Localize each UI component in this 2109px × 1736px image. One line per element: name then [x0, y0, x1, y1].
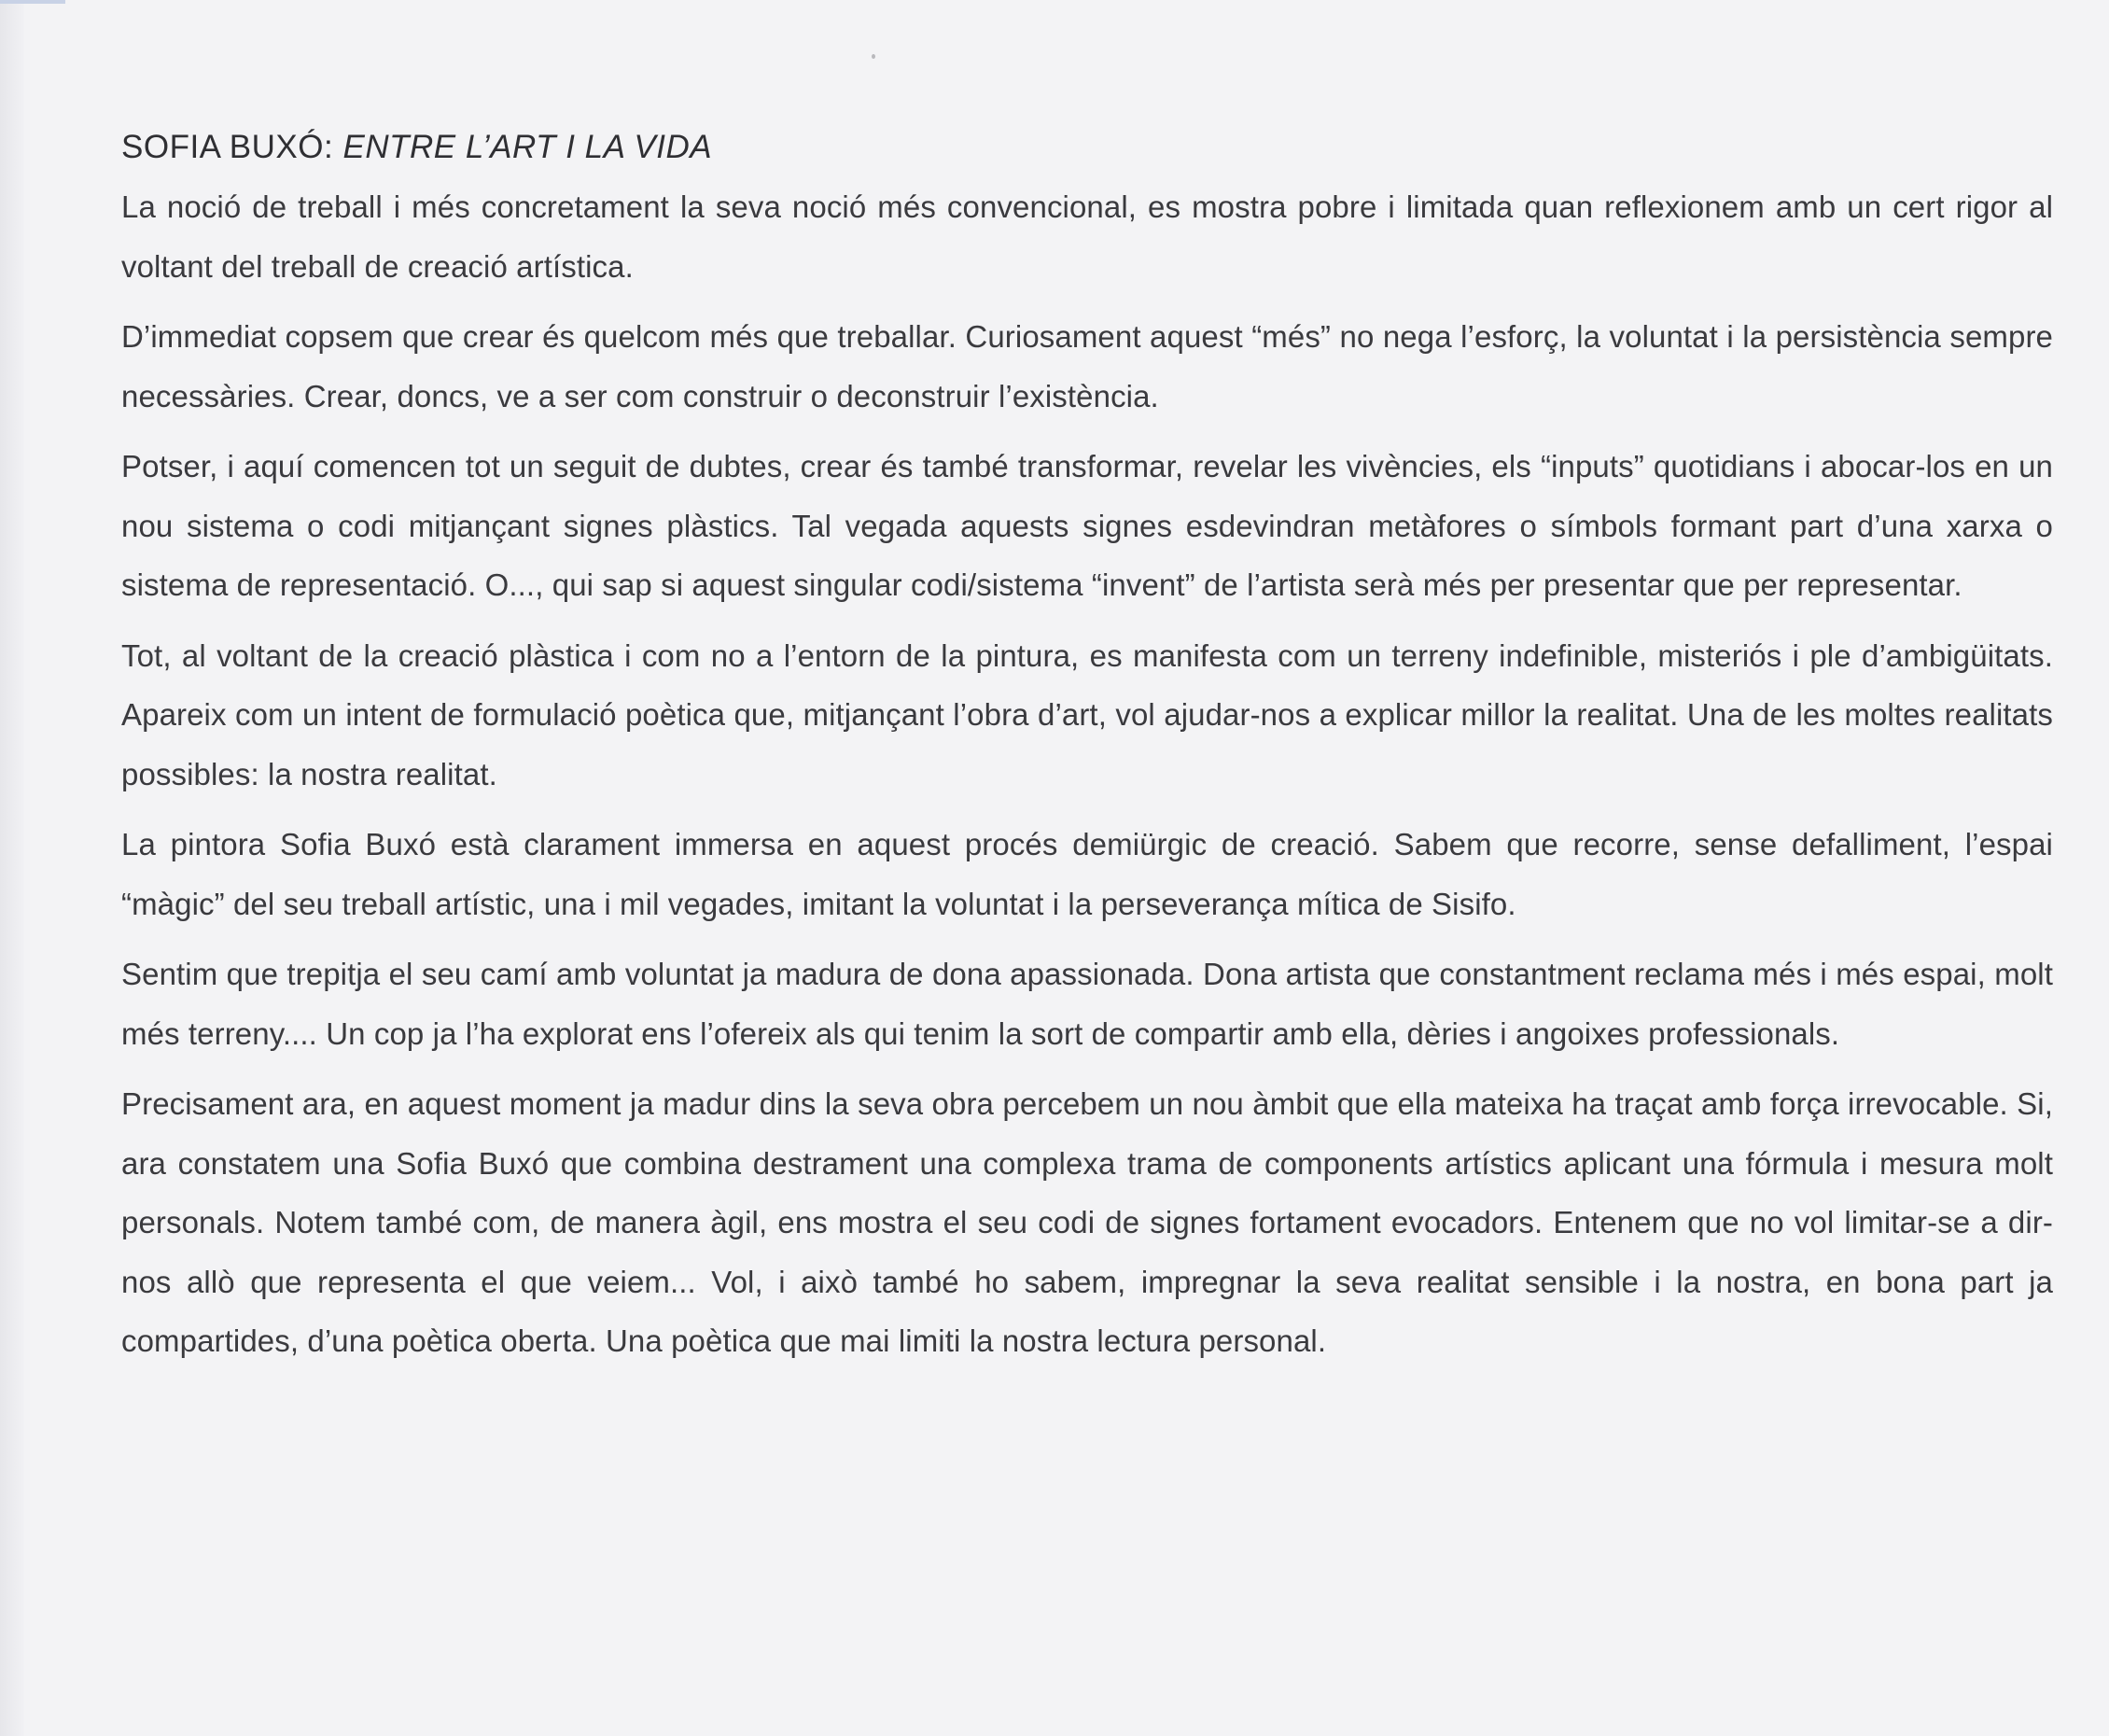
paragraph-1: La noció de treball i més concretament la seva noció més convencional, es mostra pobre i limitada quan reflexionem amb un cert rigor al voltant del treball de creació artística. — [121, 189, 2053, 284]
title-author: SOFIA BUXÓ: — [121, 129, 334, 165]
paper-speck — [872, 54, 875, 59]
article-title — [121, 121, 2053, 174]
scan-edge-shadow — [0, 0, 24, 1736]
document-page — [121, 121, 2053, 1382]
title-work: ENTRE L’ART I LA VIDA — [342, 129, 713, 165]
paragraph-2: D’immediat copsem que crear és quelcom més que treballar. Curiosament aquest “més” no nega l’esforç, la voluntat i la persistència sempre necessàries. Crear, doncs, ve a ser com construir o deconstruir l’existència. — [121, 319, 2053, 413]
paragraph-4: Tot, al voltant de la creació plàstica i com no a l’entorn de la pintura, es manifesta com un terreny indefinible, misteriós i ple d’ambigüitats. Apareix com un intent de formulació poètica que, mitjançant l’obra d’art, vol ajudar-nos a explicar millor la realitat. Una de les moltes realitats possibles: la nostra realitat. — [121, 637, 2053, 791]
paragraph-6: Sentim que trepitja el seu camí amb voluntat ja madura de dona apassionada. Dona artista que constantment reclama més i més espai, molt més terreny.... Un cop ja l’ha explorat ens l’ofereix als qui tenim la sort de compartir amb ella, dèries i angoixes professionals. — [121, 957, 2053, 1051]
scan-top-mark — [0, 0, 65, 4]
paragraph-5: La pintora Sofia Buxó està clarament immersa en aquest procés demiürgic de creació. Sabem que recorre, sense defalliment, l’espai “màgic” del seu treball artístic, una i mil vegades, imitant la voluntat i la perseverança mítica de Sisifo. — [121, 827, 2053, 921]
paragraph-7: Precisament ara, en aquest moment ja madur dins la seva obra percebem un nou àmbit que ella mateixa ha traçat amb força irrevocable. Si, ara constatem una Sofia Buxó que combina destrament una complexa trama de components artístics aplicant una fórmula i mesura molt personals. Notem també com, de manera àgil, ens mostra el seu codi de signes fortament evocadors. Entenem que no vol limitar-se a dir-nos allò que representa el que veiem... Vol, i això també ho sabem, impregnar la seva realitat sensible i la nostra, en bona part ja compartides, d’una poètica oberta. Una poètica que mai limiti la nostra lectura personal. — [121, 1086, 2053, 1358]
paragraph-3: Potser, i aquí comencen tot un seguit de dubtes, crear és també transformar, revelar les vivències, els “inputs” quotidians i abocar-los en un nou sistema o codi mitjançant signes plàstics. Tal vegada aquests signes esdevindran metàfores o símbols formant part d’una xarxa o sistema de representació. O..., qui sap si aquest singular codi/sistema “invent” de l’artista serà més per presentar que per representar. — [121, 449, 2053, 602]
